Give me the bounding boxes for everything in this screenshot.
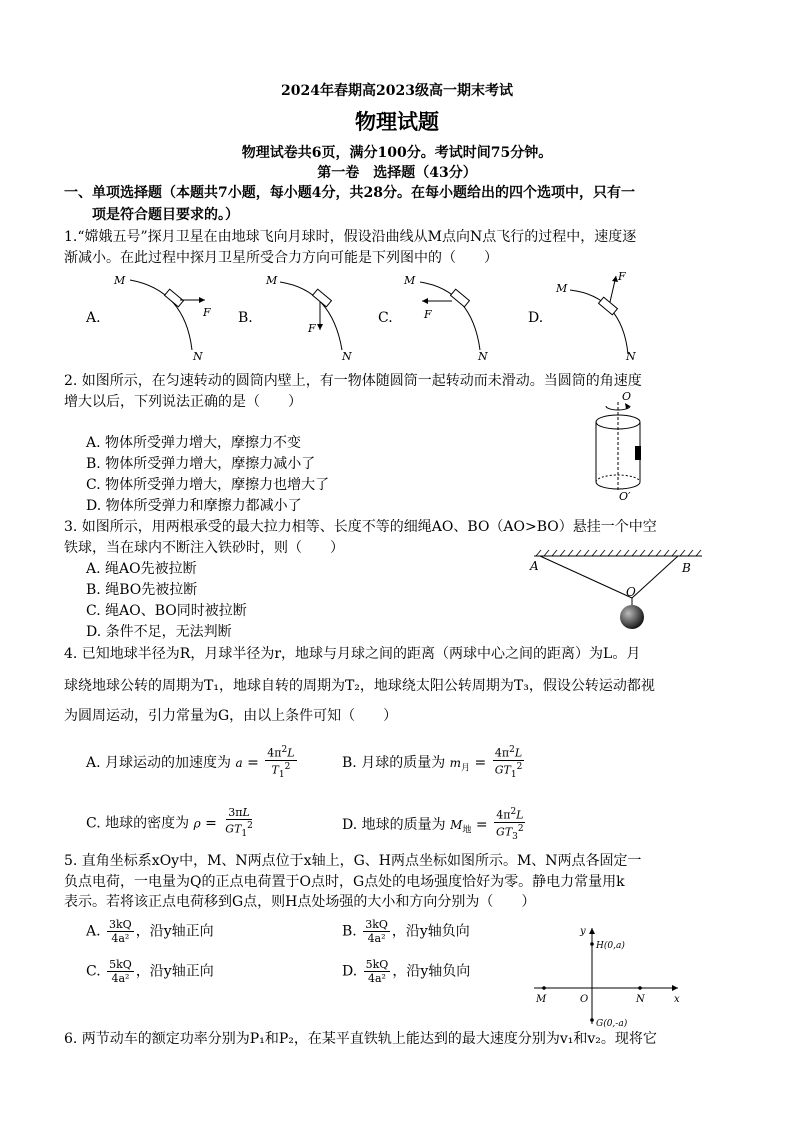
q2-line2: 增大以后，下列说法正确的是（ ） [64,394,302,410]
q3-option-b: B. 绳BO先被拉断 [86,582,198,598]
q1a-label-n: N [193,350,203,362]
q5-option-d-letter: D. [342,963,358,980]
q5-option-d-num: 5kQ [365,958,389,971]
q6-line1: 6. 两节动车的额定功率分别为P₁和P₂，在某平直铁轨上能达到的最大速度分别为v₁和v₂。现将它 [64,1031,657,1047]
q3-label-b: B [682,561,691,575]
q5-option-b-den: 4a² [367,932,386,945]
q4-option-c: C. 地球的密度为 ρ = $\frac{3\pi L}{GT_1^2}$ [86,806,253,839]
q2-option-c: C. 物体所受弹力增大，摩擦力也增大了 [86,477,330,493]
q5-line2: 负点电荷，一电量为Q的正点电荷置于O点时，G点处的电场强度恰好为零。静电力常量用k [64,874,625,890]
q4-option-b: B. 月球的质量为 $m_月$ = $\frac{4\pi^2L}{GT_1^2}$ [342,745,523,780]
q1-option-d-label: D. [528,310,544,326]
q5-option-c-letter: C. [86,963,101,980]
subject-title: 物理试题 [355,109,439,134]
q2-label-o-prime: O′ [619,490,631,502]
q1d-label-n: N [626,350,636,362]
section1-title-line1: 一、单项选择题（本题共7小题，每小题4分，共28分。在每小题给出的四个选项中，只有一 [64,185,635,201]
q1-diagram-b [262,270,362,362]
exam-title: 2024年春期高2023级高一期末考试 [281,83,513,99]
q2-option-b: B. 物体所受弹力增大，摩擦力减小了 [86,456,316,472]
q5-coordinate-diagram [528,920,688,1030]
q1b-label-f: F [308,322,316,335]
q3-option-a: A. 绳AO先被拉断 [86,561,197,577]
q1-line1: 1.“嫦娥五号”探月卫星在由地球飞向月球时，假设沿曲线从M点向N点飞行的过程中，速度逐 [64,229,637,245]
q5-label-y: y [580,926,586,937]
q1b-label-n: N [342,350,352,362]
q3-option-d: D. 条件不足，无法判断 [86,624,232,640]
q5-option-a-letter: A. [86,923,101,940]
q3-line2: 铁球，当在球内不断注入铁砂时，则（ ） [64,540,344,556]
q5-option-c-num: 5kQ [109,958,132,971]
q5-option-b-num: 3kQ [365,918,388,931]
exam-info: 物理试卷共6页，满分100分。考试时间75分钟。 [241,145,553,161]
q1c-label-m: M [404,274,416,287]
q5-label-g: G(0,-a) [596,1019,628,1029]
q4-option-d-text: D. 地球的质量为 [342,816,446,833]
q5-option-d-dir: ，沿y轴负向 [392,963,471,980]
q5-label-h: H(0,a) [596,941,625,951]
q4-option-a-text: A. 月球运动的加速度为 [86,754,232,771]
q1b-label-m: M [266,274,278,287]
q1-diagram-d [552,270,652,362]
q5-label-m: M [536,994,547,1005]
q1-diagram-a [110,270,220,362]
q5-label-o: O [580,994,589,1005]
iron-ball [620,605,644,629]
q3-option-c: C. 绳AO、BO同时被拉断 [86,603,247,619]
q4-option-c-text: C. 地球的密度为 [86,815,190,832]
q5-line3: 表示。若将该正点电荷移到G点，则H点处场强的大小和方向分别为（ ） [64,894,536,910]
q1-option-c-label: C. [378,310,393,326]
q5-option-a-dir: ，沿y轴正向 [135,923,214,940]
q4-option-a: A. 月球运动的加速度为 a = $\frac{4\pi^2L}{T_1^2}$ [86,745,295,780]
q2-option-d: D. 物体所受弹力和摩擦力都减小了 [86,498,302,514]
q2-line1: 2. 如图所示，在匀速转动的圆筒内壁上，有一物体随圆筒一起转动而未滑动。当圆筒的角速度 [64,373,642,389]
q1c-label-n: N [478,350,488,362]
q5-label-n: N [636,994,645,1005]
q1d-label-f: F [618,270,626,283]
q4-line1: 4. 已知地球半径为R，月球半径为r，地球与月球之间的距离（两球中心之间的距离）为L。月 [64,646,641,662]
q1-diagram-c [400,270,500,362]
q5-option-d-den: 4a² [368,972,386,985]
q5-option-c-dir: ，沿y轴正向 [135,963,214,980]
q5-line1: 5. 直角坐标系xOy中，M、N两点位于x轴上，G、H两点坐标如图所示。M、N两点各固定一 [64,853,642,869]
q3-label-o: O [626,585,636,599]
q5-option-b [342,918,470,945]
q3-line1: 3. 如图所示，用两根承受的最大拉力相等、长度不等的细绳AO、BO（AO>BO）悬挂一个中空 [64,519,657,535]
q1c-label-f: F [424,308,432,321]
q5-option-b-dir: ，沿y轴负向 [391,923,470,940]
q5-option-c [86,958,214,985]
q5-option-a [86,918,214,945]
q4-option-b-text: B. 月球的质量为 [342,754,446,771]
q5-option-b-letter: B. [342,923,357,940]
q1-option-b-label: B. [238,310,253,326]
q1a-label-m: M [114,274,126,287]
q5-option-d [342,958,470,985]
q5-option-c-den: 4a² [111,972,130,985]
q1-line2: 渐减小。在此过程中探月卫星所受合力方向可能是下列图中的（ ） [64,250,498,266]
q2-label-o: O [622,390,632,403]
q4-option-d: D. 地球的质量为 $M_地$ = $\frac{4\pi^2L}{GT_3^2}$ [342,807,524,842]
q1d-label-m: M [556,282,568,295]
q5-option-a-den: 4a² [111,932,130,945]
q2-option-a: A. 物体所受弹力增大，摩擦力不变 [86,435,302,451]
q1-option-a-label: A. [86,310,101,326]
section1-title-line2: 项是符合题目要求的。） [92,207,239,223]
q3-suspended-ball-diagram [528,546,708,632]
part-title: 第一卷 选择题（43分） [317,165,477,181]
q2-cylinder-diagram [588,388,658,502]
q5-option-a-num: 3kQ [109,918,132,931]
q1a-label-f: F [203,306,211,319]
q5-label-x: x [674,994,680,1005]
q3-label-a: A [530,559,539,573]
q4-line2: 球绕地球公转的周期为T₁，地球自转的周期为T₂，地球绕太阳公转周期为T₃，假设公转运动都视 [64,678,655,694]
q4-line3: 为圆周运动，引力常量为G，由以上条件可知（ ） [64,708,398,724]
